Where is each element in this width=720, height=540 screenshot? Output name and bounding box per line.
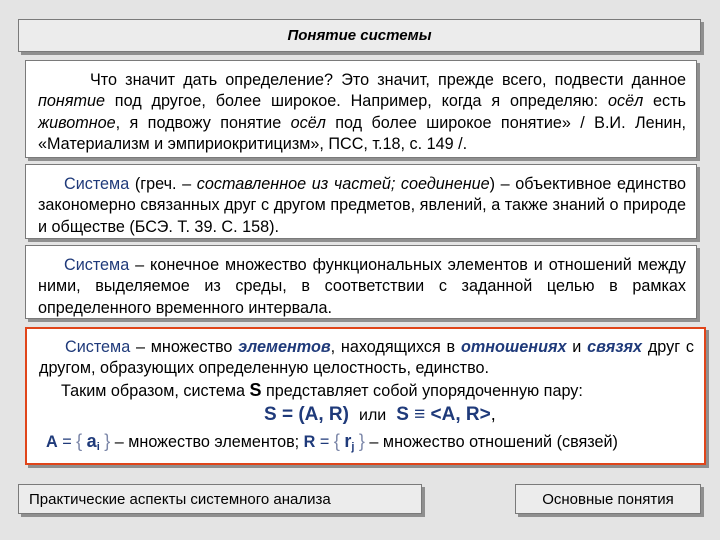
set-a-rbrace: } — [104, 430, 111, 451]
quote-term-donkey-2: осёл — [290, 113, 326, 132]
definition-formal-text-4: друг с другом, образующих определенную целостность, единство. — [39, 338, 694, 378]
definition-formal-term: Система — [65, 338, 131, 356]
footer-course-text: Практические аспекты системного анализа — [29, 491, 331, 508]
quote-text-1: Что значит дать определение? Это значит, прежде всего, подвести данное — [90, 71, 686, 89]
ordered-pair-text-1: Таким образом, система — [61, 381, 250, 400]
set-a-desc: – множество элементов; — [110, 432, 304, 451]
definition-formal-paragraph — [27, 329, 704, 462]
set-r-rbrace: } — [358, 430, 365, 451]
quote-text-9: под более широкое понятие» / В.И. Ленин, «Материализм и эмпириокритицизм», ПСС, т.18, с. 149 /. — [38, 113, 687, 154]
definition-bse-text-3: ) – объективное единство закономерно связанных друг с другом предметов, явлений, а также знаний о природе и обществе (БСЭ. Т. 39. С. 158). — [38, 175, 686, 236]
definition-functional-term: Система — [64, 256, 130, 274]
footer-course-title — [18, 484, 422, 514]
formula-tuple: S ≡ <A, R> — [396, 404, 491, 426]
set-r-label: R — [303, 432, 316, 451]
slide-title — [18, 19, 701, 52]
formula-comma: , — [490, 404, 496, 425]
formula-or: или — [359, 407, 387, 425]
ordered-pair-text-2: представляет собой упорядоченную пару: — [261, 381, 583, 400]
set-r-lbrace: { — [333, 430, 340, 451]
set-r-index: j — [351, 440, 355, 453]
set-a-eq: = — [57, 432, 77, 451]
set-r-desc: – множество отношений (связей) — [364, 432, 618, 451]
quote-term-animal: животное — [38, 113, 116, 132]
definition-formal-text-3: и — [566, 338, 588, 356]
footer-section-text: Основные понятия — [542, 491, 674, 508]
set-r-element: r — [344, 430, 352, 451]
system-symbol: S — [249, 379, 262, 400]
ordered-pair-sentence — [39, 380, 694, 402]
keyword-elements: элементов — [238, 338, 331, 356]
definition-functional-text: – конечное множество функциональных элементов и отношений между ними, выделяемое из среды, в соответствии с заданной целью в рамках определенного временного интервала. — [38, 256, 686, 317]
slide-title-text: Понятие системы — [287, 27, 432, 44]
quote-term-concept: понятие — [38, 92, 105, 111]
quote-block — [25, 60, 697, 158]
definition-bse-block — [25, 164, 697, 239]
formula-pair: S = (A, R) — [264, 404, 349, 426]
set-a-index: i — [96, 440, 100, 453]
quote-text-7: , я подвожу понятие — [115, 113, 291, 132]
quote-text-5: есть — [643, 92, 686, 111]
keyword-links: связях — [587, 338, 643, 356]
keyword-relations: отношениях — [460, 338, 567, 356]
quote-paragraph — [26, 61, 696, 160]
definition-bse-term: Система — [64, 175, 130, 193]
definition-formal-text-2: , находящихся в — [330, 338, 461, 356]
sets-definition — [39, 431, 694, 458]
quote-text-3: под другое, более широкое. Например, когда я определяю: — [104, 92, 608, 111]
definition-formal-text-1: – множество — [130, 338, 239, 356]
definition-functional-paragraph — [26, 246, 696, 323]
definition-formal-block — [25, 327, 706, 465]
definition-bse-text-1: (греч. – — [129, 175, 197, 193]
definition-functional-block — [25, 245, 697, 319]
definition-bse-paragraph — [26, 165, 696, 242]
set-r-eq: = — [315, 432, 334, 451]
set-a-label: A — [46, 432, 58, 451]
set-a-element: a — [86, 430, 97, 451]
definition-bse-etymology: составленное из частей; соединение — [196, 175, 490, 193]
footer-section-title — [515, 484, 701, 514]
quote-term-donkey: осёл — [607, 92, 644, 111]
system-formula — [39, 404, 694, 426]
set-a-lbrace: { — [76, 430, 83, 451]
